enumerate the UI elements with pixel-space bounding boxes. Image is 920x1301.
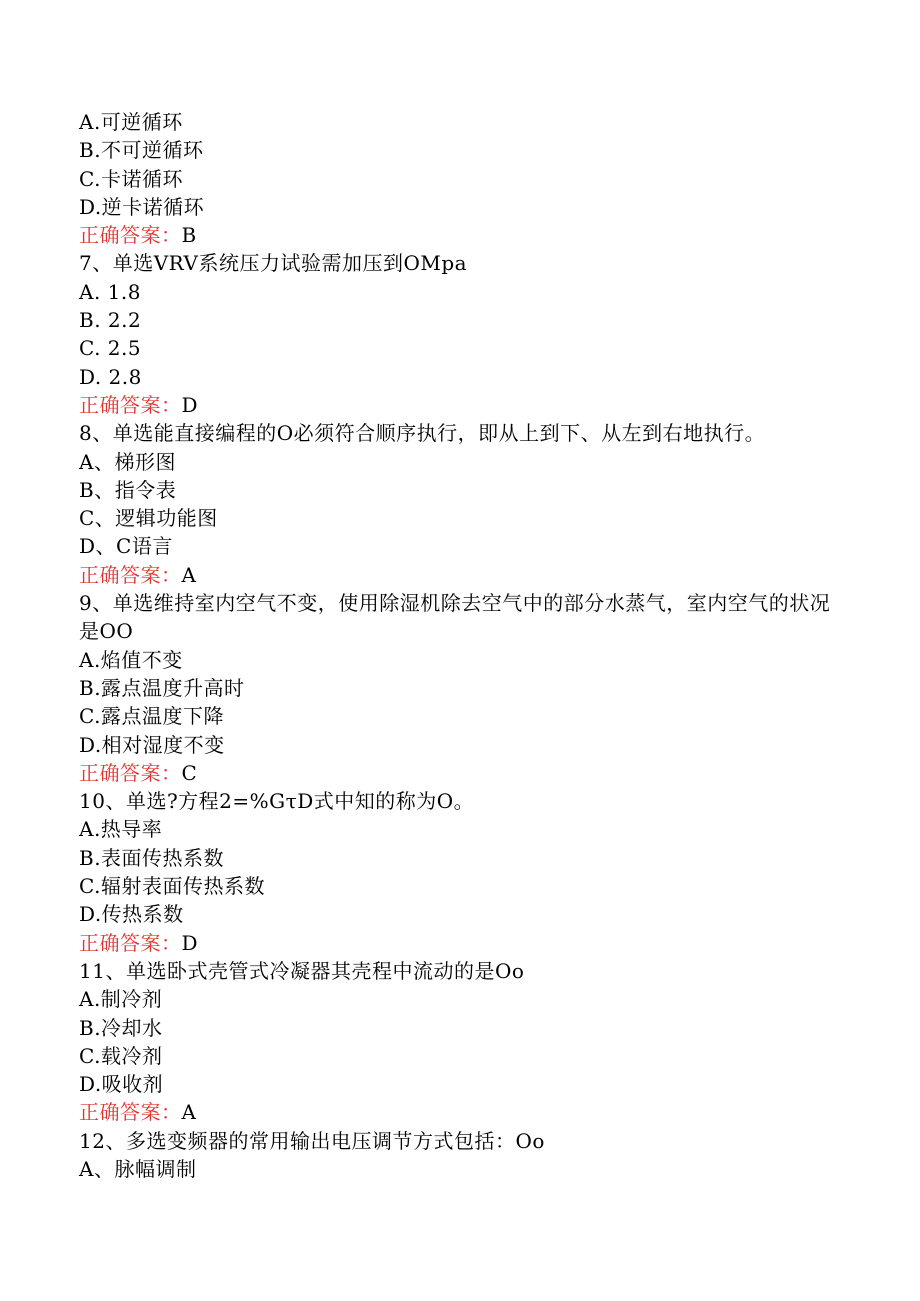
- answer-line: [79, 759, 839, 787]
- option-line: D.相对湿度不变: [79, 732, 225, 757]
- option-line: B. 2.2: [79, 308, 142, 333]
- option-line: B.露点温度升高时: [79, 675, 245, 700]
- option-line: A、脉幅调制: [79, 1156, 197, 1181]
- option-line: B、指令表: [79, 477, 177, 502]
- answer-value: D: [181, 392, 199, 417]
- option-line: B.表面传热系数: [79, 845, 225, 870]
- question-stem: 10、单选?方程2=%GτD式中知的称为O。: [79, 789, 475, 814]
- option-line: C.辐射表面传热系数: [79, 874, 265, 899]
- option-line: A.可逆循环: [79, 110, 183, 134]
- option-line: B.冷却水: [79, 1015, 163, 1040]
- option-line: A、梯形图: [79, 449, 176, 474]
- answer-line: [79, 221, 839, 249]
- option-line: C.露点温度下降: [79, 704, 224, 729]
- answer-label: 正确答案：: [79, 392, 182, 417]
- option-line: C.卡诺循环: [79, 166, 183, 191]
- option-line: A.制冷剂: [79, 987, 163, 1012]
- answer-value: A: [181, 1100, 197, 1125]
- answer-value: A: [181, 562, 197, 587]
- question-stem: 7、单选VRV系统压力试验需加压到OMpa: [79, 251, 468, 276]
- option-line: C.载冷剂: [79, 1043, 163, 1068]
- answer-line: [79, 561, 839, 589]
- answer-label: 正确答案：: [79, 760, 182, 785]
- option-line: A.焰值不变: [79, 647, 183, 672]
- answer-value: C: [181, 760, 198, 785]
- answer-line: [79, 391, 839, 419]
- option-line: D.传热系数: [79, 902, 184, 927]
- answer-value: D: [181, 930, 199, 955]
- answer-label: 正确答案：: [79, 1100, 182, 1125]
- question-stem: 12、多选变频器的常用输出电压调节方式包括：Oo: [79, 1128, 545, 1153]
- option-line: B.不可逆循环: [79, 138, 204, 163]
- answer-value: B: [181, 223, 197, 248]
- answer-label: 正确答案：: [79, 930, 182, 955]
- question-stem: 11、单选卧式壳管式冷凝器其壳程中流动的是Oo: [79, 958, 525, 983]
- option-line: D.吸收剂: [79, 1072, 164, 1097]
- option-line: C. 2.5: [79, 336, 142, 361]
- option-line: C、逻辑功能图: [79, 506, 218, 531]
- option-line: D. 2.8: [79, 364, 142, 389]
- option-line: A. 1.8: [79, 279, 141, 304]
- answer-label: 正确答案：: [79, 562, 182, 587]
- question-stem: 8、单选能直接编程的O必须符合顺序执行，即从上到下、从左到右地执行。: [79, 421, 766, 446]
- option-line: A.热导率: [79, 817, 163, 842]
- answer-line: [79, 929, 839, 957]
- question-stem: 9、单选维持室内空气不变，使用除湿机除去空气中的部分水蒸气，室内空气的状况是OO: [79, 591, 831, 644]
- option-line: D、C语言: [79, 534, 173, 559]
- answer-line: [79, 1098, 839, 1126]
- document-page: [79, 108, 839, 1183]
- answer-label: 正确答案：: [79, 223, 182, 248]
- option-line: D.逆卡诺循环: [79, 194, 205, 219]
